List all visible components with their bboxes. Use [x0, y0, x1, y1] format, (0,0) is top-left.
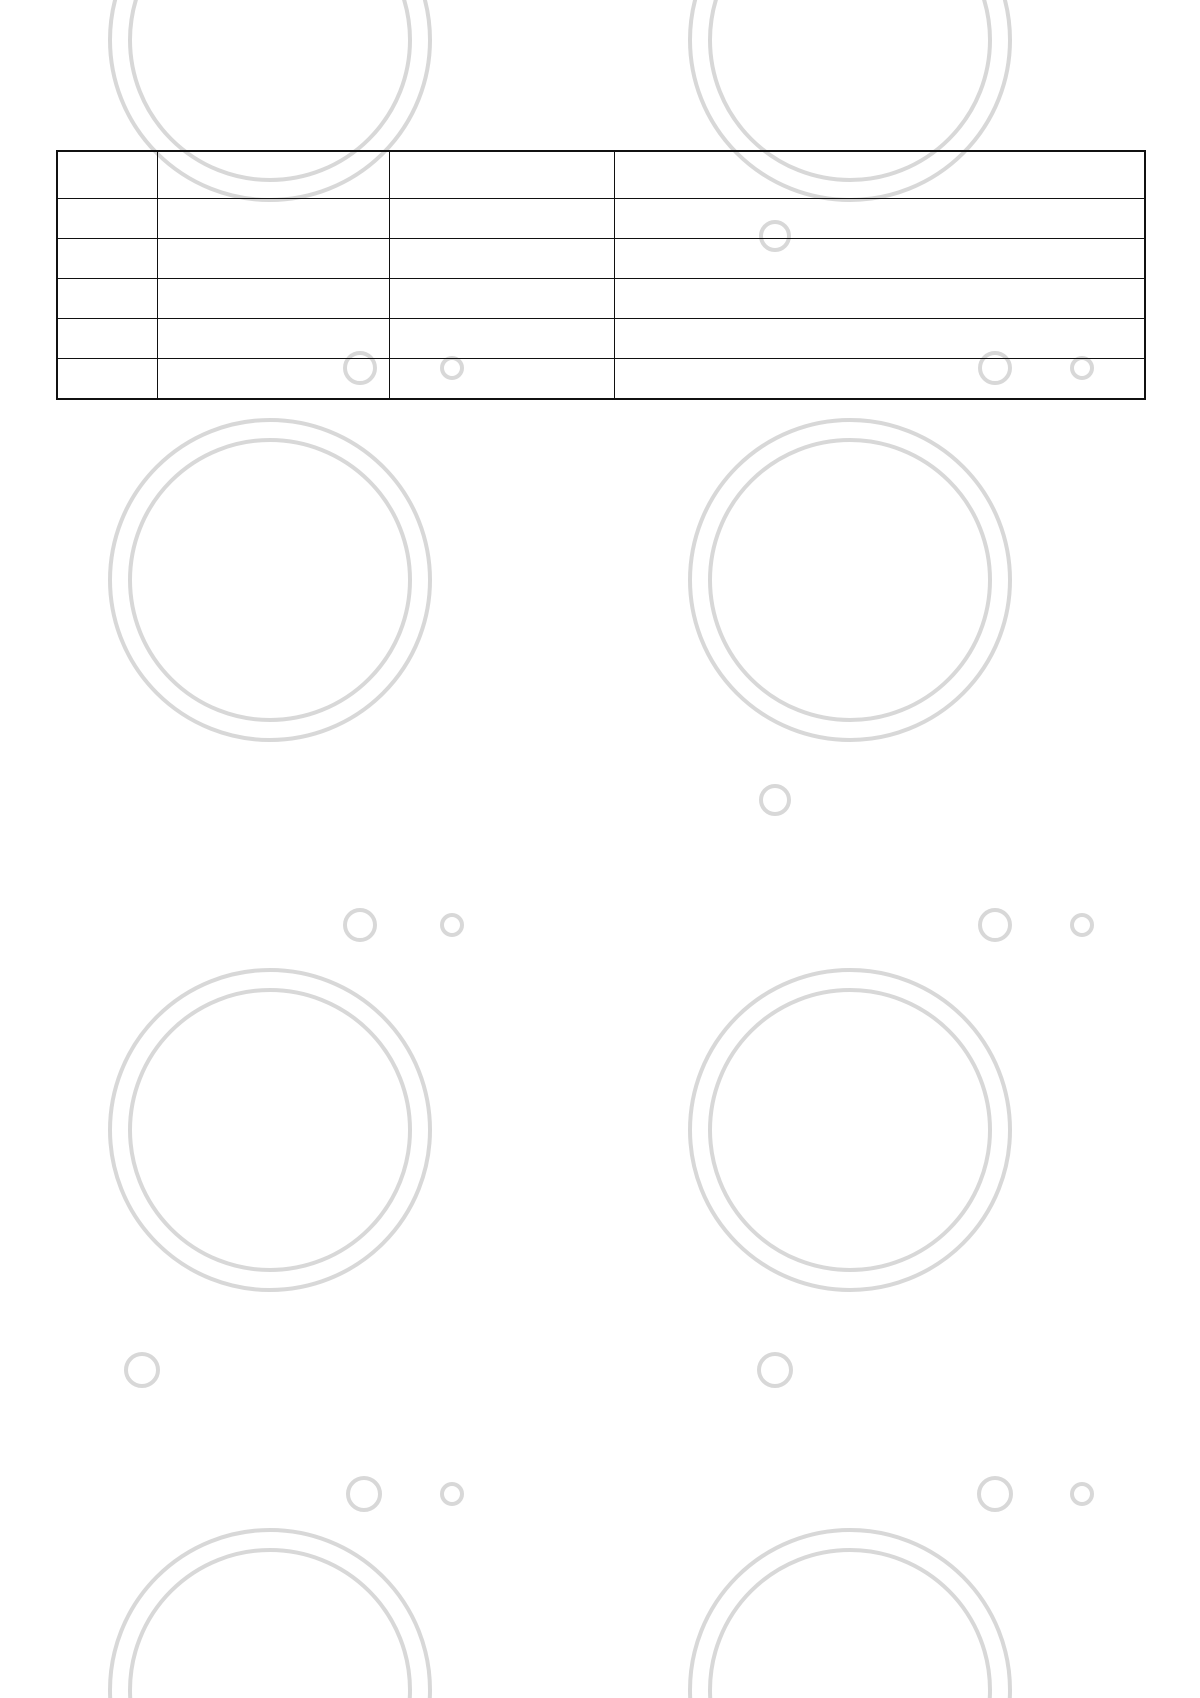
watermark-dot: [126, 1354, 158, 1386]
cell-code: [57, 239, 157, 279]
watermark-dot: [1072, 915, 1092, 935]
cell-level2: [389, 359, 614, 400]
cell-level3: [614, 239, 1145, 279]
cell-level2: [389, 319, 614, 359]
cell-level3: [614, 279, 1145, 319]
cell-code: [57, 199, 157, 239]
table-row: [57, 319, 1145, 359]
header-level2: [389, 151, 614, 199]
header-level1: [157, 151, 389, 199]
header-level3: [614, 151, 1145, 199]
watermark-seal-ring: [110, 1530, 430, 1698]
header-code: [57, 151, 157, 199]
table-row: [57, 359, 1145, 400]
cell-code: [57, 279, 157, 319]
watermark-seal-ring: [710, 440, 990, 720]
cell-code: [57, 319, 157, 359]
watermark-dot: [345, 910, 375, 940]
watermark-dot: [979, 1478, 1011, 1510]
watermark-dot: [1072, 1484, 1092, 1504]
cell-level2: [389, 279, 614, 319]
cell-level1: [157, 319, 389, 359]
cell-level1: [157, 239, 389, 279]
watermark-dot: [348, 1478, 380, 1510]
watermark-seal-ring: [710, 1550, 990, 1698]
watermark-dot: [761, 786, 789, 814]
cell-level1: [157, 279, 389, 319]
cell-level3: [614, 199, 1145, 239]
watermark-dot: [759, 1354, 791, 1386]
cell-level3: [614, 359, 1145, 400]
watermark-seal-ring: [690, 420, 1010, 740]
cell-level1: [157, 199, 389, 239]
watermark-seal-ring: [710, 990, 990, 1270]
watermark-seal-ring: [110, 420, 430, 740]
cell-level3: [614, 319, 1145, 359]
cell-code: [57, 359, 157, 400]
table-row: [57, 239, 1145, 279]
cell-level1: [157, 359, 389, 400]
watermark-seal-ring: [130, 990, 410, 1270]
watermark-seal-ring: [130, 1550, 410, 1698]
table-header-row: [57, 151, 1145, 199]
watermark-seal-ring: [110, 970, 430, 1290]
watermark-dot: [442, 1484, 462, 1504]
cell-level2: [389, 239, 614, 279]
watermark-dot: [442, 915, 462, 935]
table-row: [57, 199, 1145, 239]
table-body: [57, 199, 1145, 400]
table-row: [57, 279, 1145, 319]
watermark-seal-ring: [130, 440, 410, 720]
watermark-seal-ring: [690, 970, 1010, 1290]
cell-level2: [389, 199, 614, 239]
watermark-seal-ring: [690, 1530, 1010, 1698]
catalog-table: [56, 150, 1146, 400]
watermark-dot: [980, 910, 1010, 940]
